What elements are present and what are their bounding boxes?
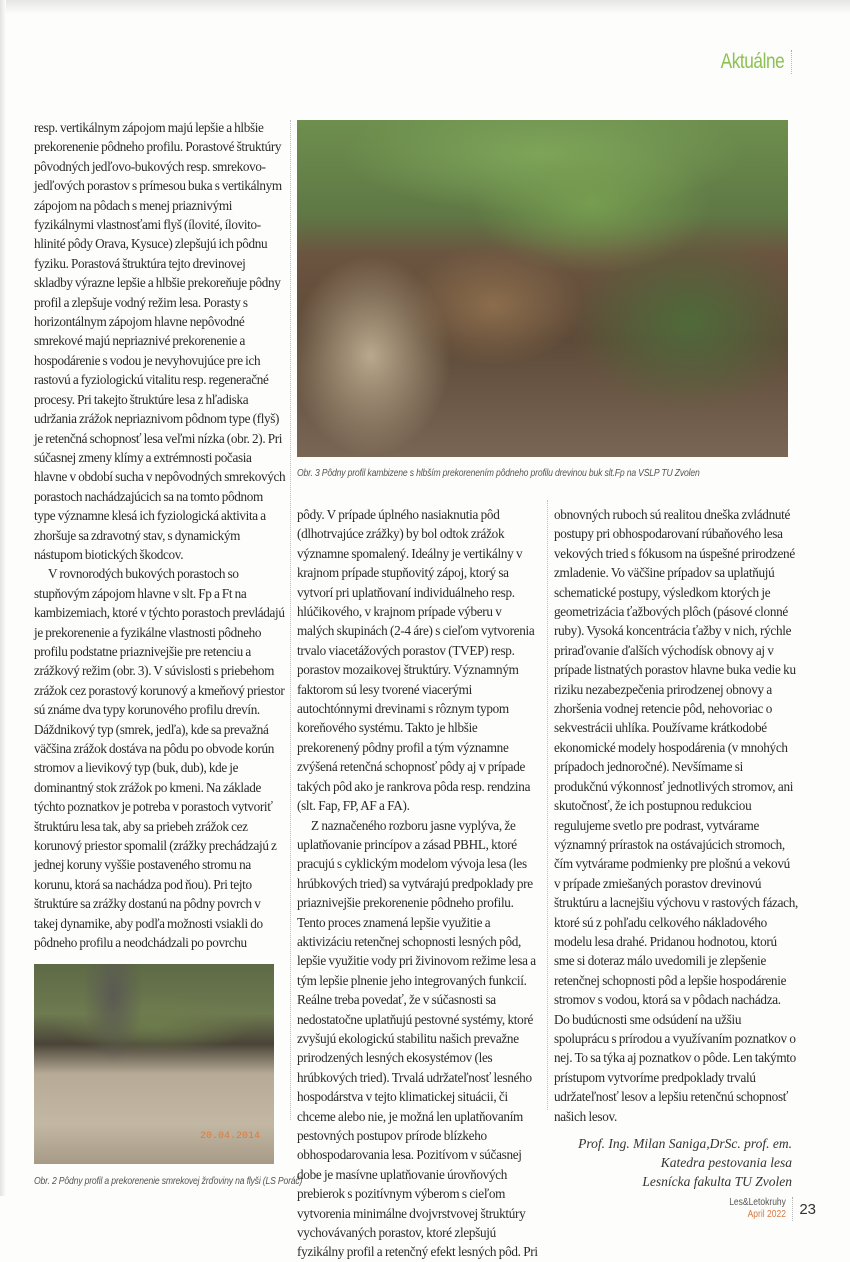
photo-datestamp: 20.04.2014 bbox=[199, 1131, 260, 1143]
paragraph: resp. vertikálnym zápojom majú lepšie a hlbšie prekorenenie pôdneho profilu. Porastové štruktúry pôvodných jedľovo-bukových resp. smrekovo-jedľových porastov s prímesou buka s vertikálnym zápojom na pôdach s menej priaznivými fyzikálnymi vlastnosťami flyš (ílovité, ílovito-hlinité pôdy Orava, Kysuce) zlepšujú ich pôdnu fyziku. Porastová štruktúra tejto drevinovej skladby výrazne lepšie a hlbšie prekoreňuje pôdny profil a zlepšuje vodný režim lesa. Porasty s horizontálnym zápojom hlavne nepôvodné smrekové majú nepriaznivé prekorenenie a hospodárenie s vodou je nevyhovujúce pre ich rastovú a fyziologickú vitalitu resp. regeneračné procesy. Pri takejto štruktúre lesa z hľadiska udržania zrážok nepriaznivom pôdnom type (flyš) je retenčná schopnosť lesa veľmi nízka (obr. 2). Pri súčasnej zmeny klímy a extrémnosti počasia hlavne v období sucha v nepôvodných smrekových porastoch nachádzajúcich sa na tomto pôdnom type významne klesá ich fyziologická aktivita a zhoršuje sa zdravotný stav, s dynamickým nástupom biotických škodcov. bbox=[34, 120, 286, 562]
column-divider bbox=[290, 120, 291, 1120]
paragraph: V rovnorodých bukových porastoch so stupňovým zápojom hlavne v slt. Fp a Ft na kambizemiach, ktoré v týchto porastoch prevládajú je prekorenenie a fyzikálne vlastnosti pôdneho profilu podstatne priaznivejšie pre retenciu a zrážkový režim (obr. 3). V súvislosti s priebehom zrážok cez porastový korunový a kmeňový priestor sú známe dva typy korunového profilu drevín. Dáždnikový typ (smrek, jedľa), kde sa prevažná väčšina zrážok dostáva na pôdu po obvode korún stromov a lievikový typ (buk, dub), kde je dominantný stok zrážok po kmeni. Na základe týchto poznatkov je potreba v porastoch vytvoriť štruktúru lesa tak, aby sa priebeh zrážok cez korunový priestor spomalil (zrážky prechádzajú z jednej koruny vyššie postaveného stromu na korunu, ktorá sa nachádza pod ňou). Pri tejto štruktúre sa zrážky dostanú na pôdny povrch v takej dynamike, aby podľa možnosti vsiakli do pôdneho profilu a neodchádzali po povrchu bbox=[34, 566, 285, 951]
author-name: Prof. Ing. Milan Saniga,DrSc. prof. em. bbox=[578, 1136, 792, 1151]
author-department: Katedra pestovania lesa bbox=[660, 1155, 792, 1170]
author-faculty: Lesnícka fakulta TU Zvolen bbox=[642, 1174, 792, 1189]
article-column-2 bbox=[297, 505, 539, 1262]
paragraph: pôdy. V prípade úplného nasiaknutia pôd (dlhotrvajúce zrážky) by bol odtok zrážok významne spomalený. Ideálny je vertikálny v krajnom prípade stupňovitý zápoj, ktorý sa vytvorí pri uplatňovaní individuálneho resp. hlúčikového, v krajnom prípade výberu v malých skupinách (2-4 áre) s cieľom vytvorenia trvalo viacetážových porastov (TVEP) resp. porastov mozaikovej štruktúry. Významným faktorom sú lesy tvorené viacerými autochtónnymi drevinami s rôznym typom koreňového systému. Takto je hlbšie prekorenený pôdny profil a tým významne zvýšená retenčná schopnosť pôdy aj v prípade takých pôd ako je rankrova pôda resp. rendzina (slt. Fap, FP, AF a FA). bbox=[297, 507, 535, 814]
figure-2-spruce-soil-photo bbox=[34, 964, 274, 1164]
column-divider bbox=[547, 500, 548, 1110]
page-number: 23 bbox=[799, 1200, 816, 1218]
magazine-name: Les&Letokruhy bbox=[728, 1197, 786, 1208]
page-footer bbox=[718, 1197, 816, 1221]
scan-top-shadow bbox=[0, 0, 850, 14]
article-column-1 bbox=[34, 118, 303, 1192]
magazine-info bbox=[729, 1197, 793, 1221]
author-signature bbox=[578, 1134, 792, 1191]
scan-left-shadow bbox=[0, 0, 6, 1196]
figure-2-caption: Obr. 2 Pôdny profil a prekorenenie smrekovej žrďoviny na flyši (LS Poráč) bbox=[34, 1176, 303, 1188]
figure-3-caption: Obr. 3 Pôdny profil kambizene s hlbším prekorenením pôdneho profilu drevinou buk slt.Fp na VŠLP TU Zvolen bbox=[297, 468, 700, 479]
article-column-3 bbox=[554, 505, 798, 1126]
paragraph: Z naznačeného rozboru jasne vyplýva, že uplatňovanie princípov a zásad PBHL, ktoré pracujú s cyklickým modelom vývoja lesa (les hrúbkových tried) sa vytvárajú predpoklady pre priaznivejšie prekorenenie pôdneho profilu. Tento proces znamená lepšie využitie a aktivizáciu retenčnej schopnosti lesných pôd, lepšie využitie vody pri živinovom režime lesa a tým lepšie plnenie jeho integrovaných funkcií. Reálne treba povedať, že v súčasnosti sa nedostatočne uplatňujú pestovné systémy, ktoré zvyšujú ekologickú stabilitu našich prevažne prirodzených lesných ekosystémov (les hrúbkových tried). Trvalá udržateľnosť lesného hospodárstva v tejto klimatickej situácii, či chceme alebo nie, je možná len uplatňovaním pestovných postupov prírode blízkeho obhospodarovania lesa. Pozitívom v súčasnej dobe je masívne uplatňovanie úrovňových prebierok s pozitívnym výberom s cieľom vytvorenia minimálne dvojvrstvovej štruktúry vychovávaných porastov, ktoré zlepšujú fyzikálny profil a retenčný efekt lesných pôd. Pri bbox=[297, 817, 538, 1260]
figure-3-soil-profile-photo bbox=[297, 120, 788, 457]
section-title: Aktuálne bbox=[721, 50, 792, 74]
paragraph: obnovných ruboch sú realitou dneška zvládnuté postupy pri obhospodarovaní rúbaňového lesa vekových tried s fókusom na úspešné prirodzené zmladenie. Vo väčšine prípadov sa uplatňujú schematické postupy, výsledkom ktorých je geometrizácia ťažbových plôch (pásové clonné ruby). Vysoká koncentrácia ťažby v nich, rýchle priraďovanie ďalších východísk obnovy aj v prípade listnatých porastov hlavne buka vedie ku riziku nezabezpečenia prirodzenej obnovy a zhoršenia vodnej retencie pôd, nehovoriac o sekvestrácii uhlíka. Používame krátkodobé ekonomické modely hospodárenia (v mnohých prípadoch jednoročné). Nevšímame si produkčnú výkonnosť jednotlivých stromov, ani skutočnosť, že ich postupnou redukciou regulujeme svetlo pre podrast, vytvárame významný prírastok na ostávajúcich stromoch, čím vytvárame podmienky pre plošnú a vekovú v prípade zmiešaných porastov drevinovú štruktúru a lacnejšiu výchovu v rastových fázach, ktoré sú z pohľadu celkového nákladového modelu lesa drahé. Pridanou hodnotou, ktorú sme si doteraz málo uvedomili je zlepšenie retenčnej schopnosti pôd a lepšie hospodárenie stromov s vodou, ktorá sa v pôdach nachádza. Do budúcnosti sme odsúdení na užšiu spoluprácu s prírodou a využívaním poznatkov o nej. To sa týka aj poznatkov o pôde. Len takýmto prístupom vytvoríme predpoklady trvalú udržateľnosť lesov a lepšiu retenčnú schopnosť našich lesov. bbox=[554, 507, 798, 1124]
magazine-issue: April 2022 bbox=[747, 1209, 786, 1220]
